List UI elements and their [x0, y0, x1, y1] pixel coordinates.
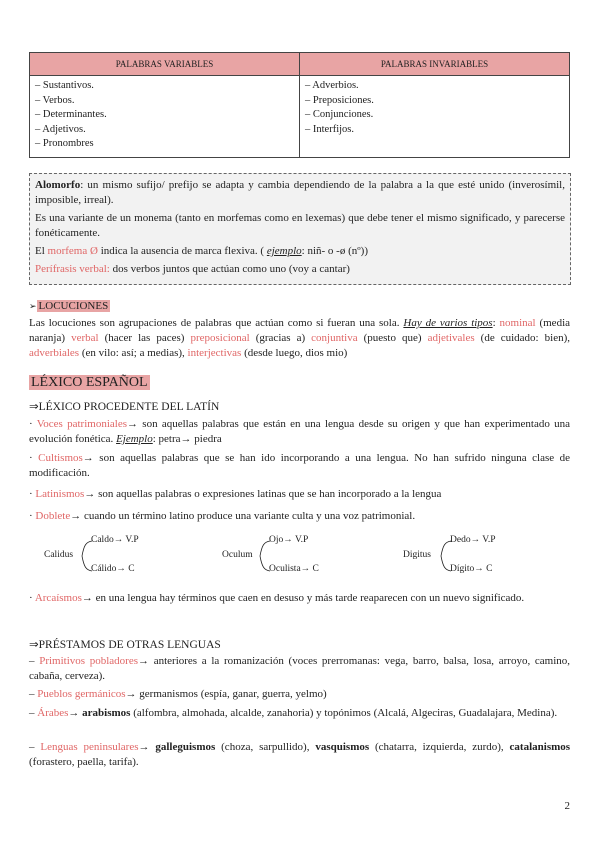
list-item: – Adverbios.: [305, 80, 359, 91]
loc-adverbiales: adverbiales: [29, 347, 80, 359]
page-number: 2: [564, 800, 570, 812]
galleguismos: galleguismos: [155, 741, 216, 753]
list-item: – Interfijos.: [305, 123, 354, 135]
loc-text: (gracias a): [249, 332, 312, 344]
cultismos-text: → son aquellas palabras que se han ido incorporando a una lengua. No han sufrido ninguna clase de modificación.: [29, 452, 570, 479]
loc-text: (de cuidado: bien),: [474, 332, 570, 344]
locuciones-title: LOCUCIONES: [38, 300, 109, 312]
voces-text: → son aquellas palabras que están en una lengua desde su origen y que han experimentado una evolución fonética.: [29, 418, 570, 445]
variables-cell: [30, 76, 300, 158]
arabes-text: (alfombra, almohada, alcalde, zanahoria) y topónimos (Alcalá, Algeciras, Guadalajara, Medina).: [130, 707, 558, 719]
voces-paragraph: [29, 417, 570, 447]
tree-bottom: Cálido→ C: [91, 564, 135, 574]
definitions-box: [29, 173, 571, 285]
list-item: – Sustantivos.: [35, 80, 94, 91]
table-header-invariables: PALABRAS INVARIABLES: [300, 53, 570, 76]
loc-conjuntiva: conjuntiva: [311, 332, 358, 344]
loc-hay: Hay de varios tipos: [403, 317, 493, 329]
lexico-heading: [29, 375, 570, 390]
loc-preposicional: preposicional: [190, 332, 250, 344]
latinismos-paragraph: [29, 487, 570, 502]
bullet: ·: [29, 510, 33, 522]
list-item: – Adjetivos.: [35, 123, 86, 135]
tree-bottom: Dígito→ C: [450, 564, 493, 574]
invariables-cell: [300, 76, 570, 158]
bullet: ·: [29, 592, 33, 604]
dash: –: [29, 655, 35, 667]
loc-text: (puesto que): [357, 332, 428, 344]
voces-example: : petra→ piedra: [152, 433, 222, 445]
loc-verbal: verbal: [71, 332, 99, 344]
list-item: – Pronombres: [35, 138, 94, 149]
prestamos-subheading: ⇒PRÉSTAMOS DE OTRAS LENGUAS: [29, 639, 221, 651]
cultismos-paragraph: [29, 451, 570, 481]
morfema-example: : niñ- o -ø (nº)): [301, 245, 368, 257]
cultismos-term: Cultismos: [38, 452, 83, 464]
table-header-variables: PALABRAS VARIABLES: [30, 53, 300, 76]
locuciones-paragraph: [29, 316, 570, 361]
loc-text: (hacer las paces): [98, 332, 191, 344]
germanicos-paragraph: [29, 687, 570, 702]
vasq-text: (chatarra, izquierda, zurdo),: [369, 741, 510, 753]
locuciones-heading: [29, 299, 570, 314]
peninsulares-term: Lenguas peninsulares: [40, 741, 139, 753]
ejemplo-label: ejemplo: [266, 245, 302, 257]
voces-term: Voces patrimoniales: [36, 418, 127, 430]
primitivos-paragraph: [29, 654, 570, 684]
arcaismos-paragraph: [29, 591, 570, 606]
perifrasis-term: Perífrasis verbal:: [35, 263, 110, 275]
doblete-term: Doblete: [35, 510, 71, 522]
peninsulares-paragraph: [29, 740, 570, 770]
latinismos-term: Latinismos: [35, 488, 85, 500]
arabes-term: Árabes: [37, 707, 69, 719]
tree-bottom: Oculista→ C: [269, 564, 319, 574]
dash: –: [29, 688, 35, 700]
tree-root: Oculum: [222, 550, 253, 560]
bullet: ·: [29, 488, 33, 500]
vasquismos: vasquismos: [315, 741, 370, 753]
morfema-pre: El: [35, 245, 48, 257]
perifrasis-paragraph: [35, 262, 565, 277]
alomorfo-text: : un mismo sufijo/ prefijo se adapta y cambia dependiendo de la palabra a la que esté unido (inverosímil, imposible, irreal).: [35, 179, 565, 206]
germanicos-text: → germanismos (espía, ganar, guerra, yelmo): [125, 688, 327, 700]
arrow: →: [68, 707, 83, 719]
arrow-icon: ➢: [29, 301, 37, 311]
loc-nominal: nominal: [499, 317, 536, 329]
dash: –: [29, 741, 35, 753]
list-item: – Verbos.: [35, 94, 75, 106]
arabismos: arabismos: [82, 707, 131, 719]
tree-top: Dedo→ V.P: [450, 535, 496, 545]
morfema-term: morfema Ø: [47, 245, 98, 257]
voces-ejemplo: Ejemplo: [116, 433, 153, 445]
list-item: – Determinantes.: [35, 109, 107, 120]
lexico-title: LÉXICO ESPAÑOL: [31, 375, 148, 390]
loc-text: (en vilo: así; a medias),: [79, 347, 188, 359]
morfema-text: indica la ausencia de marca flexiva. (: [97, 245, 267, 257]
bullet: ·: [29, 452, 33, 464]
morfema-paragraph: [35, 244, 565, 259]
alomorfo-term: Alomorfo: [35, 179, 81, 191]
primitivos-term: Primitivos pobladores: [39, 655, 139, 667]
cat-text: (forastero, paella, tarifa).: [29, 756, 139, 768]
dash: –: [29, 707, 35, 719]
arcaismos-text: → en una lengua hay términos que caen en desuso y más tarde reaparecen con un nuevo significado.: [81, 592, 525, 604]
tree-root: Calidus: [44, 550, 74, 560]
arcaismos-term: Arcaísmos: [34, 592, 82, 604]
doblete-paragraph: [29, 509, 570, 524]
loc-text: (media naranja): [29, 317, 571, 344]
latinismos-text: → son aquellas palabras o expresiones latinas que se han incorporado a la lengua: [84, 488, 442, 500]
variant-paragraph: Es una variante de un monema (tanto en morfemas como en lexemas) que debe tener el mismo significado, y parecerse fonéticamente.: [35, 212, 565, 239]
bullet: ·: [29, 418, 33, 430]
list-item: – Preposiciones.: [305, 94, 374, 106]
tree-root: Digitus: [403, 550, 431, 560]
tree-top: Ojo→ V.P: [269, 535, 309, 545]
perifrasis-text: dos verbos juntos que actúan como uno (voy a cantar): [109, 263, 350, 275]
word-types-table: [29, 52, 570, 158]
catalanismos: catalanismos: [509, 741, 571, 753]
loc-interjectivas: interjectivas: [187, 347, 242, 359]
loc-adjetivales: adjetivales: [427, 332, 475, 344]
primitivos-text: → anteriores a la romanización (voces prerromanas: vega, barro, balsa, losa, arroyo, camino, cabaña, cerveza).: [29, 655, 571, 682]
list-item: – Conjunciones.: [305, 109, 374, 120]
latin-subheading: ⇒LÉXICO PROCEDENTE DEL LATÍN: [29, 401, 220, 413]
doblete-text: → cuando un término latino produce una variante culta y una voz patrimonial.: [70, 510, 416, 522]
tree-top: Caldo→ V.P: [91, 535, 139, 545]
arrow: →: [138, 741, 156, 753]
loc-text: Las locuciones son agrupaciones de palabras que actúan como si fueran una sola.: [29, 317, 404, 329]
loc-text: :: [492, 317, 500, 329]
alomorfo-paragraph: [35, 178, 565, 208]
loc-text: (desde luego, dios mio): [241, 347, 348, 359]
arabes-paragraph: [29, 706, 570, 721]
gall-text: (choza, sarpullido),: [215, 741, 316, 753]
germanicos-term: Pueblos germánicos: [37, 688, 126, 700]
